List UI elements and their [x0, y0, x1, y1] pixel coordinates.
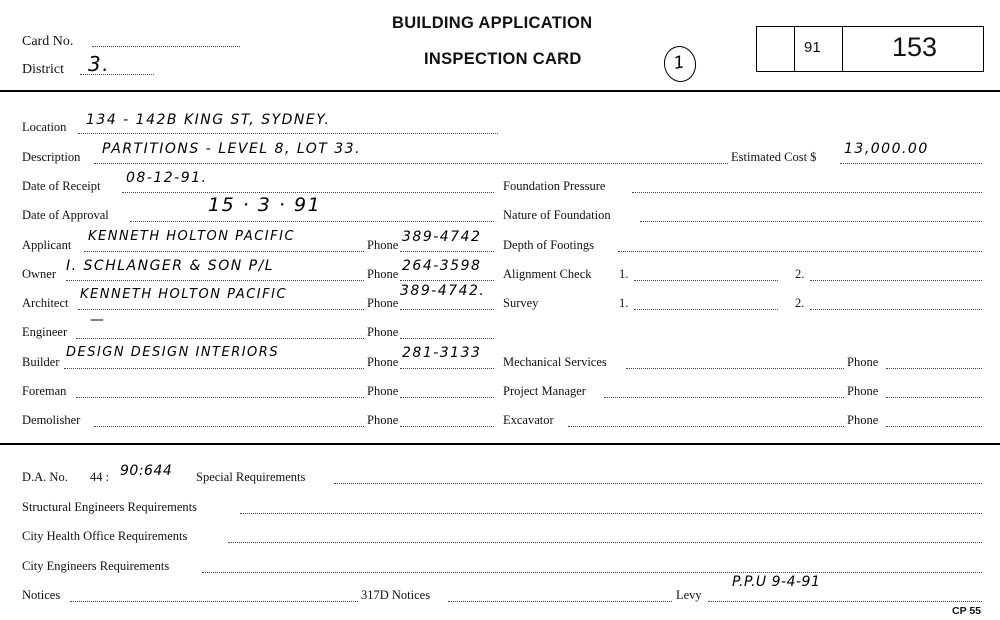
district-label: District [22, 62, 64, 77]
form-code: CP 55 [952, 605, 981, 617]
depth-footings-line [618, 251, 982, 252]
date-approval-label: Date of Approval [22, 208, 109, 222]
special-requirements-label: Special Requirements [196, 470, 306, 484]
applicant-value: KENNETH HOLTON PACIFIC [88, 229, 296, 244]
survey-line-2 [810, 309, 982, 310]
nature-foundation-line [640, 221, 982, 222]
architect-value: KENNETH HOLTON PACIFIC [80, 287, 288, 302]
date-approval-value: 15 · 3 · 91 [208, 194, 322, 216]
city-engineers-label: City Engineers Requirements [22, 559, 170, 573]
builder-label: Builder [22, 355, 60, 369]
box-small-number: 91 [804, 39, 821, 56]
architect-phone-value: 389-4742. [400, 283, 486, 299]
excavator-label: Excavator [503, 413, 554, 427]
survey-num-2: 2. [795, 296, 805, 310]
special-requirements-line [334, 483, 982, 484]
city-engineers-line [202, 572, 982, 573]
levy-label: Levy [676, 588, 702, 602]
demolisher-phone-line [400, 426, 494, 427]
mechanical-services-line [626, 368, 844, 369]
owner-phone-value: 264-3598 [402, 258, 482, 274]
da-no-value: 90:644 [120, 463, 173, 479]
city-health-label: City Health Office Requirements [22, 529, 188, 543]
builder-phone-line [400, 368, 494, 369]
notices-317d-line [448, 601, 672, 602]
district-value: 3. [88, 52, 111, 76]
mechanical-services-label: Mechanical Services [503, 355, 607, 369]
alignment-num-1: 1. [619, 267, 629, 281]
engineer-line [76, 338, 364, 339]
card-number-box [756, 26, 984, 72]
builder-line [64, 368, 364, 369]
foundation-pressure-label: Foundation Pressure [503, 179, 606, 193]
date-receipt-value: 08-12-91. [126, 170, 208, 186]
date-receipt-label: Date of Receipt [22, 179, 101, 193]
demolisher-line [94, 426, 364, 427]
date-receipt-line [122, 192, 494, 193]
card-no-label: Card No. [22, 34, 74, 49]
estimated-cost-line [840, 163, 982, 164]
architect-phone-line [400, 309, 494, 310]
circled-number-value: 1 [672, 52, 688, 74]
location-value: 134 - 142B KING ST, SYDNEY. [86, 112, 331, 128]
project-manager-phone-line [886, 397, 982, 398]
notices-line [70, 601, 358, 602]
title-line-2: INSPECTION CARD [424, 50, 582, 68]
nature-foundation-label: Nature of Foundation [503, 208, 611, 222]
survey-label: Survey [503, 296, 539, 310]
description-line [94, 163, 728, 164]
levy-value: P.P.U 9-4-91 [732, 574, 821, 590]
builder-phone-value: 281-3133 [402, 345, 482, 361]
project-manager-line [604, 397, 844, 398]
architect-label: Architect [22, 296, 69, 310]
survey-line-1 [634, 309, 778, 310]
owner-phone-line [400, 280, 494, 281]
circled-number-mark [661, 43, 699, 84]
engineer-phone-line [400, 338, 494, 339]
box-card-number: 153 [892, 32, 938, 62]
project-manager-label: Project Manager [503, 384, 586, 398]
location-line [78, 133, 498, 134]
excavator-phone-line [886, 426, 982, 427]
foundation-pressure-line [632, 192, 982, 193]
applicant-phone-label: Phone [367, 238, 399, 252]
location-label: Location [22, 120, 67, 134]
builder-phone-label: Phone [367, 355, 399, 369]
owner-line [66, 280, 364, 281]
alignment-line-1 [634, 280, 778, 281]
mechanical-phone-line [886, 368, 982, 369]
alignment-num-2: 2. [795, 267, 805, 281]
engineer-label: Engineer [22, 325, 68, 339]
demolisher-label: Demolisher [22, 413, 81, 427]
estimated-cost-label: Estimated Cost $ [731, 150, 817, 164]
city-health-line [228, 542, 982, 543]
date-approval-line [130, 221, 494, 222]
notices-317d-label: 317D Notices [361, 588, 431, 602]
demolisher-phone-label: Phone [367, 413, 399, 427]
estimated-cost-value: 13,000.00 [844, 141, 929, 157]
box-divider-2 [842, 27, 843, 71]
engineer-phone-label: Phone [367, 325, 399, 339]
depth-footings-label: Depth of Footings [503, 238, 594, 252]
foreman-line [76, 397, 364, 398]
architect-line [78, 309, 364, 310]
owner-label: Owner [22, 267, 57, 281]
title-line-1: BUILDING APPLICATION [392, 14, 593, 32]
foreman-phone-label: Phone [367, 384, 399, 398]
levy-line [708, 601, 982, 602]
foreman-label: Foreman [22, 384, 67, 398]
da-no-prefix: 44 : [90, 470, 110, 484]
excavator-line [568, 426, 844, 427]
owner-value: I. SCHLANGER & SON P/L [66, 258, 275, 274]
engineer-value: — [90, 312, 106, 328]
box-divider-1 [794, 27, 795, 71]
header-divider [0, 90, 1000, 92]
da-no-label: D.A. No. [22, 470, 68, 484]
description-label: Description [22, 150, 81, 164]
foreman-phone-line [400, 397, 494, 398]
architect-phone-label: Phone [367, 296, 399, 310]
middle-divider [0, 443, 1000, 445]
mechanical-phone-label: Phone [847, 355, 879, 369]
applicant-label: Applicant [22, 238, 72, 252]
structural-engineers-label: Structural Engineers Requirements [22, 500, 197, 514]
applicant-phone-line [400, 251, 494, 252]
alignment-check-label: Alignment Check [503, 267, 592, 281]
excavator-phone-label: Phone [847, 413, 879, 427]
project-manager-phone-label: Phone [847, 384, 879, 398]
applicant-line [84, 251, 364, 252]
owner-phone-label: Phone [367, 267, 399, 281]
card-no-line [92, 46, 240, 47]
alignment-line-2 [810, 280, 982, 281]
survey-num-1: 1. [619, 296, 629, 310]
description-value: PARTITIONS - LEVEL 8, LOT 33. [102, 141, 362, 157]
structural-engineers-line [240, 513, 982, 514]
notices-label: Notices [22, 588, 61, 602]
builder-value: DESIGN DESIGN INTERIORS [66, 345, 280, 360]
applicant-phone-value: 389-4742 [402, 229, 482, 245]
